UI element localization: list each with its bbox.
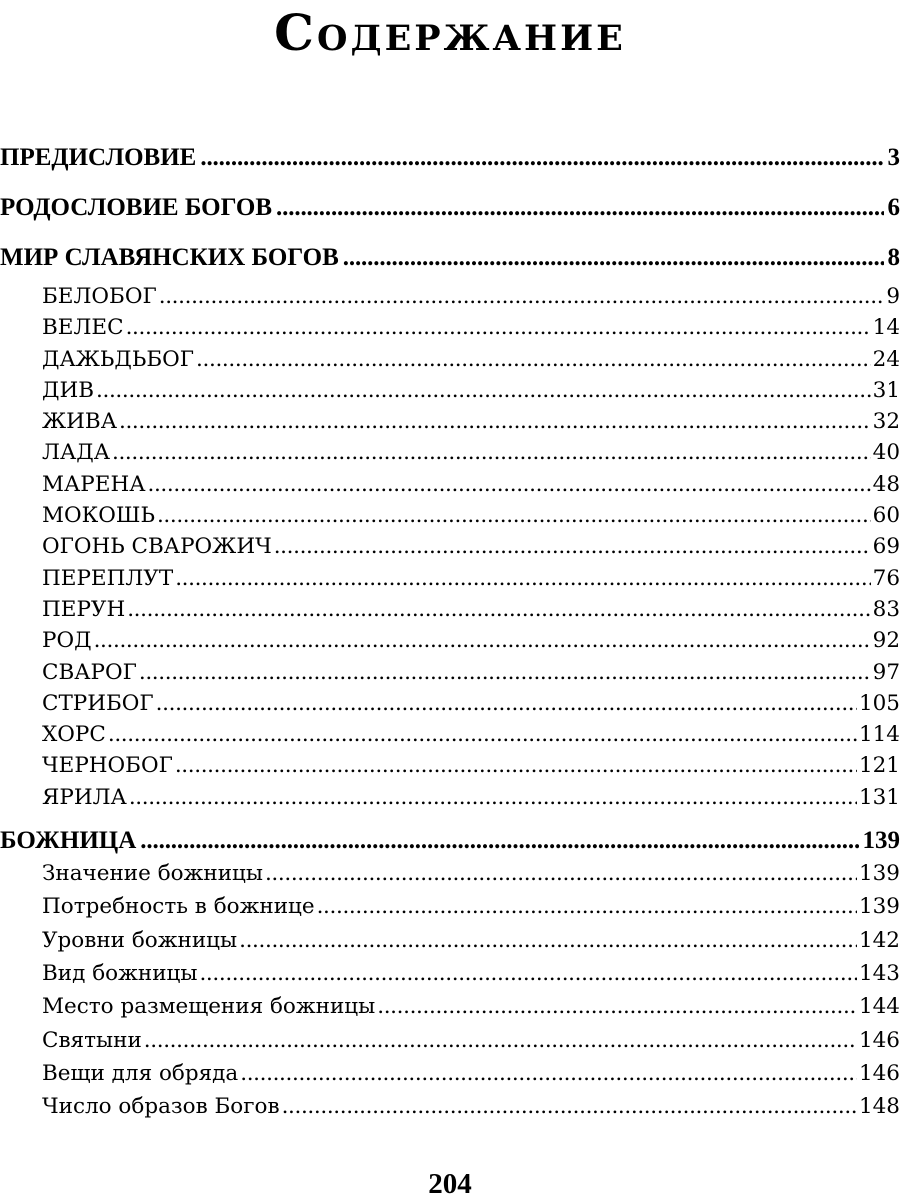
toc-page-number: 97 bbox=[872, 659, 900, 685]
toc-item-label: ХОРС bbox=[42, 722, 106, 748]
dot-leader bbox=[343, 240, 884, 276]
dot-leader bbox=[139, 657, 871, 688]
toc-item-shrine-images-count[interactable] bbox=[0, 1090, 900, 1123]
dot-leader bbox=[239, 924, 857, 957]
toc-item-label: Число образов Богов bbox=[42, 1094, 280, 1120]
toc-page-number: 92 bbox=[872, 628, 900, 654]
dot-leader bbox=[94, 625, 871, 656]
toc-item-perun[interactable] bbox=[0, 594, 900, 625]
toc-item-label: Значение божницы bbox=[42, 860, 263, 886]
toc-item-label: ВЕЛЕС bbox=[42, 315, 124, 341]
dot-leader bbox=[377, 990, 857, 1023]
dot-leader bbox=[126, 312, 871, 343]
toc-item-shrine-placement[interactable] bbox=[0, 990, 900, 1023]
toc-page-number: 139 bbox=[862, 826, 900, 854]
toc-item-shrine-relics[interactable] bbox=[0, 1024, 900, 1057]
dot-leader bbox=[276, 190, 883, 226]
toc-item-label: ДИВ bbox=[42, 377, 95, 403]
dot-leader bbox=[144, 1024, 857, 1057]
toc-item-shrine-meaning[interactable] bbox=[0, 857, 900, 890]
dot-leader bbox=[119, 406, 871, 437]
toc-item-label: МАРЕНА bbox=[42, 471, 146, 497]
toc-item-label: ЛАДА bbox=[42, 440, 110, 466]
toc-page-number: 114 bbox=[858, 722, 900, 748]
toc-item-label: ЖИВА bbox=[42, 409, 117, 435]
toc-item-label: МОКОШЬ bbox=[42, 503, 155, 529]
toc-item-lada[interactable] bbox=[0, 437, 900, 468]
toc-page-number: 146 bbox=[858, 1061, 900, 1087]
toc-item-label: СТРИБОГ bbox=[42, 690, 154, 716]
toc-item-label: Вещи для обряда bbox=[42, 1061, 239, 1087]
toc-page-number: 148 bbox=[858, 1094, 900, 1120]
toc-page-number: 32 bbox=[872, 409, 900, 435]
dot-leader bbox=[199, 957, 856, 990]
toc-item-dazhdbog[interactable] bbox=[0, 344, 900, 375]
toc-item-label: РОД bbox=[42, 628, 92, 654]
toc-item-yarila[interactable] bbox=[0, 782, 900, 823]
toc-page-number: 60 bbox=[872, 503, 900, 529]
toc-item-chernobog[interactable] bbox=[0, 750, 900, 781]
toc-section-label: ПРЕДИСЛОВИЕ bbox=[0, 144, 197, 171]
toc-item-marena[interactable] bbox=[0, 469, 900, 500]
dot-leader bbox=[108, 719, 857, 750]
dot-leader bbox=[282, 1090, 857, 1123]
toc-page-number: 40 bbox=[872, 440, 900, 466]
dot-leader bbox=[159, 281, 885, 312]
toc-item-label: ДАЖЬДЬБОГ bbox=[42, 346, 195, 372]
dot-leader bbox=[148, 469, 871, 500]
toc-item-khors[interactable] bbox=[0, 719, 900, 750]
toc-page-number: 105 bbox=[858, 690, 900, 716]
toc-section-shrine[interactable] bbox=[0, 823, 900, 857]
toc-page-number: 139 bbox=[858, 860, 900, 886]
toc-item-pereplut[interactable] bbox=[0, 563, 900, 594]
toc-page-number: 24 bbox=[872, 346, 900, 372]
toc-item-label: ЧЕРНОБОГ bbox=[42, 753, 173, 779]
dot-leader bbox=[265, 857, 857, 890]
toc-page-number: 83 bbox=[872, 596, 900, 622]
toc-section-world[interactable] bbox=[0, 240, 900, 281]
toc-item-ogon-svarozhich[interactable] bbox=[0, 531, 900, 562]
toc-page-number: 131 bbox=[858, 784, 900, 810]
toc-page-number: 9 bbox=[886, 284, 900, 309]
toc-page-number: 143 bbox=[858, 960, 900, 986]
dot-leader bbox=[200, 140, 883, 176]
toc-item-belobog[interactable] bbox=[0, 281, 900, 312]
toc-item-label: Потребность в божнице bbox=[42, 894, 315, 920]
page-number: 204 bbox=[428, 1168, 472, 1200]
dot-leader bbox=[127, 594, 870, 625]
dot-leader bbox=[140, 823, 858, 859]
toc-item-label: Святыни bbox=[42, 1027, 142, 1053]
toc-item-label: ПЕРЕПЛУТ bbox=[42, 565, 174, 591]
toc-page-number: 76 bbox=[872, 565, 900, 591]
toc-section-genealogy[interactable] bbox=[0, 190, 900, 240]
toc-item-label: Вид божницы bbox=[42, 960, 198, 986]
toc-section-label: РОДОСЛОВИЕ БОГОВ bbox=[0, 194, 273, 221]
dot-leader bbox=[112, 437, 871, 468]
toc-page-number: 31 bbox=[872, 377, 900, 403]
page-title: Содержание bbox=[274, 3, 626, 62]
dot-leader bbox=[175, 563, 870, 594]
toc-page-number: 3 bbox=[887, 144, 900, 171]
toc-item-label: БЕЛОБОГ bbox=[42, 284, 157, 309]
toc-page-number: 144 bbox=[858, 994, 900, 1020]
toc-item-shrine-ritual-items[interactable] bbox=[0, 1057, 900, 1090]
toc-item-label: ОГОНЬ СВАРОЖИЧ bbox=[42, 534, 272, 560]
dot-leader bbox=[129, 782, 857, 813]
toc-page-number: 69 bbox=[872, 534, 900, 560]
toc-page-number: 121 bbox=[858, 753, 900, 779]
toc-section-label: МИР СЛАВЯНСКИХ БОГОВ bbox=[0, 244, 339, 271]
dot-leader bbox=[175, 750, 857, 781]
toc-item-label: Место размещения божницы bbox=[42, 994, 376, 1020]
dot-leader bbox=[157, 500, 871, 531]
toc-item-label: ЯРИЛА bbox=[42, 784, 127, 810]
toc-page-number: 142 bbox=[858, 927, 900, 953]
toc-item-label: Уровни божницы bbox=[42, 927, 238, 953]
toc-item-div[interactable] bbox=[0, 375, 900, 406]
dot-leader bbox=[317, 890, 857, 923]
dot-leader bbox=[96, 375, 871, 406]
toc-item-label: СВАРОГ bbox=[42, 659, 137, 685]
toc-section-preface[interactable] bbox=[0, 140, 900, 190]
toc-section-label: БОЖНИЦА bbox=[0, 826, 137, 854]
dot-leader bbox=[274, 531, 871, 562]
toc-page-number: 48 bbox=[872, 471, 900, 497]
toc-item-rod[interactable] bbox=[0, 625, 900, 656]
toc-item-shrine-levels[interactable] bbox=[0, 924, 900, 957]
toc-page-number: 6 bbox=[887, 194, 900, 221]
toc-item-zhiva[interactable] bbox=[0, 406, 900, 437]
toc-item-stribog[interactable] bbox=[0, 688, 900, 719]
toc-item-veles[interactable] bbox=[0, 312, 900, 343]
toc-item-svarog[interactable] bbox=[0, 657, 900, 688]
toc-page-number: 8 bbox=[887, 244, 900, 271]
toc-item-shrine-type[interactable] bbox=[0, 957, 900, 990]
toc-item-mokosh[interactable] bbox=[0, 500, 900, 531]
dot-leader bbox=[196, 344, 871, 375]
dot-leader bbox=[240, 1057, 857, 1090]
toc-page-number: 14 bbox=[872, 315, 900, 341]
toc-page-number: 139 bbox=[858, 894, 900, 920]
toc-item-label: ПЕРУН bbox=[42, 596, 126, 622]
toc-page-number: 146 bbox=[858, 1027, 900, 1053]
table-of-contents bbox=[0, 140, 900, 1124]
dot-leader bbox=[156, 688, 857, 719]
toc-item-shrine-need[interactable] bbox=[0, 890, 900, 923]
